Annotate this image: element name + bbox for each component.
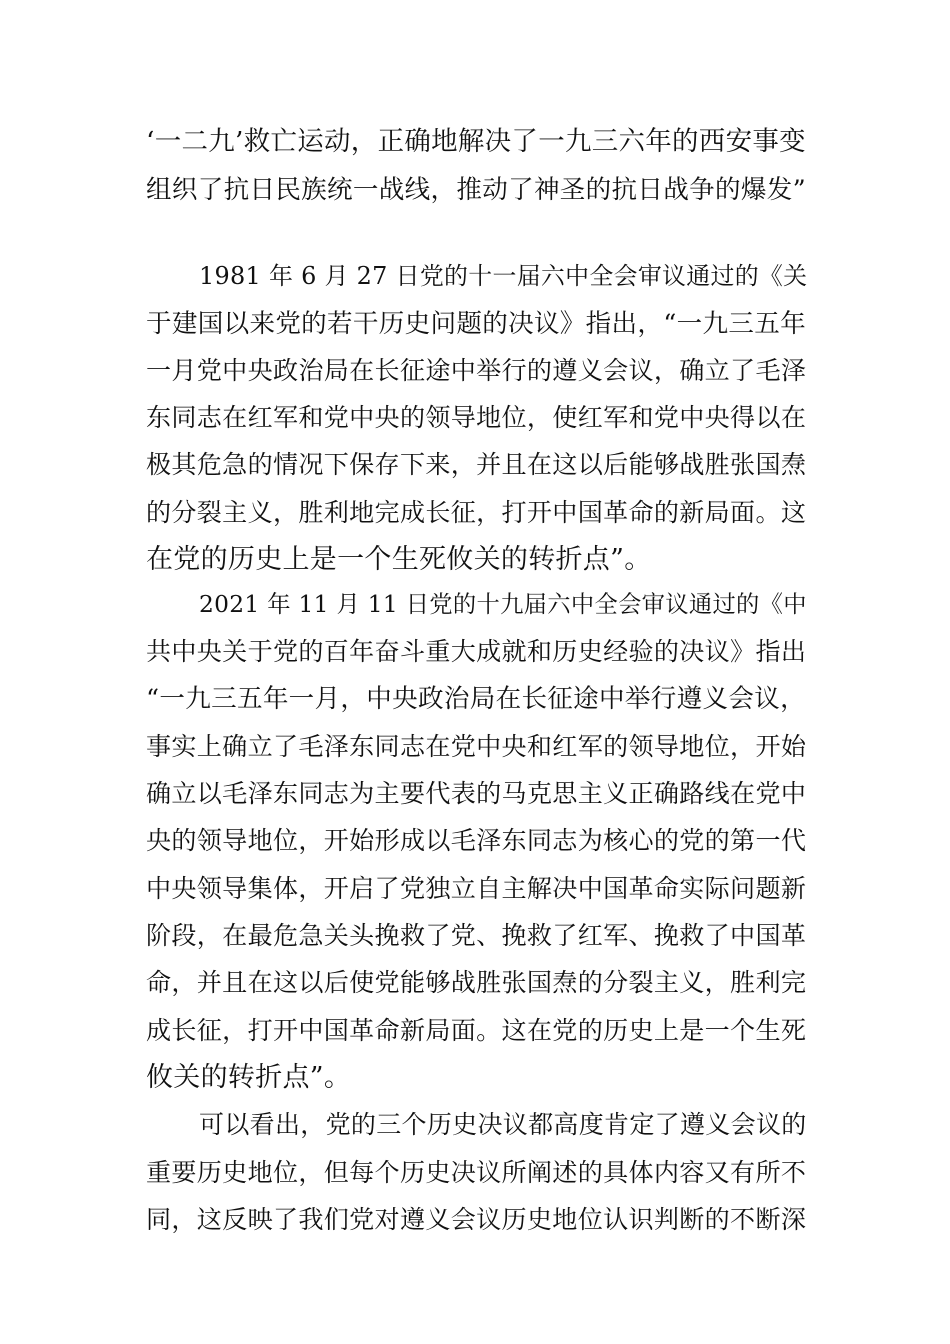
text-line: 1981 年 6 月 27 日党的十一届六中全会审议通过的《关 <box>199 262 808 290</box>
text-line: 2021 年 11 月 11 日党的十九届六中全会审议通过的《中 <box>199 591 807 618</box>
text-line: 在党的历史上是一个生死攸关的转折点”。 <box>146 544 652 575</box>
text-line: 重要历史地位，但每个历史决议所阐述的具体内容又有所不 <box>146 1158 807 1187</box>
text-line: ‘一二九’救亡运动，正确地解决了一九三六年的西安事变 <box>146 126 806 157</box>
text-line: 央的领导地位，开始形成以毛泽东同志为核心的党的第一代 <box>146 826 807 855</box>
text-line: 于建国以来党的若干历史问题的决议》指出，“一九三五年 <box>146 309 806 339</box>
text-line: 的分裂主义，胜利地完成长征，打开中国革命的新局面。这 <box>146 498 807 527</box>
text-line: 攸关的转折点”。 <box>146 1062 352 1093</box>
text-line: 命，并且在这以后使党能够战胜张国焘的分裂主义，胜利完 <box>146 968 807 997</box>
text-line: 确立以毛泽东同志为主要代表的马克思主义正确路线在党中 <box>146 779 807 808</box>
text-line: 一月党中央政治局在长征途中举行的遵义会议，确立了毛泽 <box>146 356 807 385</box>
text-line: 成长征，打开中国革命新局面。这在党的历史上是一个生死 <box>146 1016 807 1045</box>
text-line: 共中央关于党的百年奋斗重大成就和历史经验的决议》指出 <box>146 637 807 666</box>
text-line: 可以看出，党的三个历史决议都高度肯定了遵义会议的 <box>199 1110 807 1139</box>
text-line: 极其危急的情况下保存下来，并且在这以后能够战胜张国焘 <box>146 450 807 479</box>
text-line: 组织了抗日民族统一战线，推动了神圣的抗日战争的爆发” <box>146 175 806 205</box>
text-line: 同，这反映了我们党对遵义会议历史地位认识判断的不断深 <box>146 1205 807 1234</box>
text-line: 东同志在红军和党中央的领导地位，使红军和党中央得以在 <box>146 403 807 432</box>
text-line: 事实上确立了毛泽东同志在党中央和红军的领导地位，开始 <box>146 732 807 761</box>
text-line: 阶段，在最危急关头挽救了党、挽救了红军、挽救了中国革 <box>146 921 807 950</box>
text-line: 中央领导集体，开启了党独立自主解决中国革命实际问题新 <box>146 874 807 903</box>
text-line: “一九三五年一月，中央政治局在长征途中举行遵义会议， <box>146 684 806 714</box>
